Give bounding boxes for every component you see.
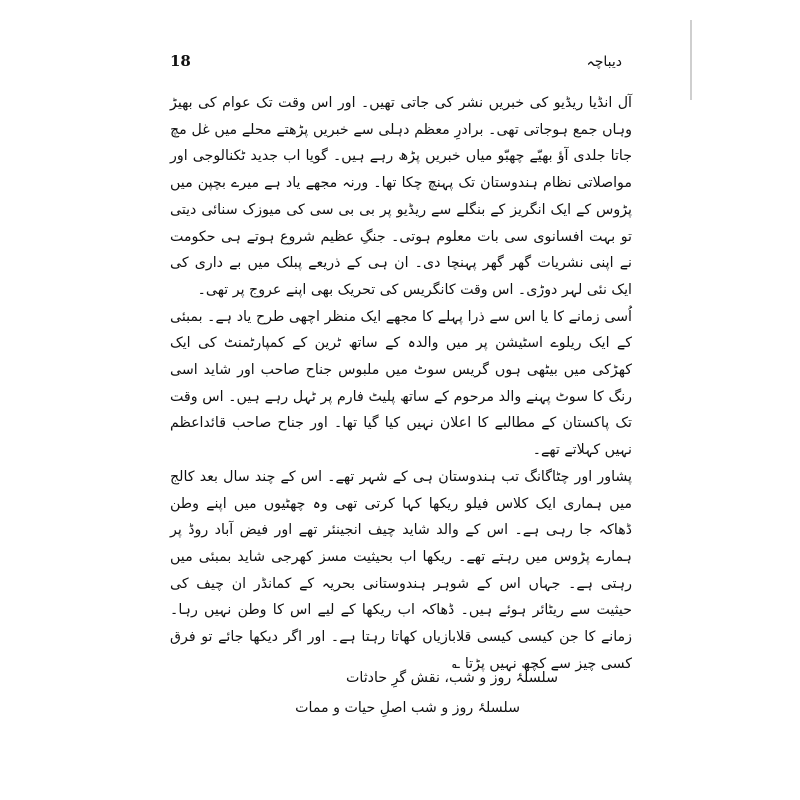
paragraph-2: اُسی زمانے کا یا اس سے ذرا پہلے کا مجھے ایک منظر اچھی طرح یاد ہے۔ بمبئی کے ایک ریلوے اسٹیشن پر میں والدہ کے ساتھ ٹرین کے کمپارٹمنٹ کی ایک کھڑکی میں بیٹھی ہوں گریس سوٹ میں ملبوس جناح صاحب اور شاید اسی رنگ کا سوٹ پہنے والد مرحوم کے ساتھ پلیٹ فارم پر ٹہل رہے ہیں۔ اس وقت تک پاکستان کے مطالبے کا اعلان نہیں کیا گیا تھا۔ اور جناح صاحب قائداعظم نہیں کہلاتے تھے۔ [170,308,632,459]
page-number: 18 [170,52,191,70]
page-edge-shadow [690,20,692,100]
book-page [118,20,680,780]
paragraph-1: آل انڈیا ریڈیو کی خبریں نشر کی جاتی تھیں۔ اور اس وقت تک عوام کی بھیڑ وہاں جمع ہوجاتی تھی۔ برادرِ معظم دہلی سے خبریں پڑھتے محلے میں غل مچ جاتا جلدی آؤ بھیّے چھبّو میاں خبریں پڑھ رہے ہیں۔ گویا اب جدید ٹکنالوجی اور مواصلاتی نظام ہندوستان تک پہنچ چکا تھا۔ ورنہ مجھے یاد ہے میرے بچپن میں پڑوس کے ایک انگریز کے بنگلے سے ریڈیو پر بی بی سی کی میوزک سنائی دیتی تو بہت افسانوی سی بات معلوم ہوتی۔ جنگِ عظیم شروع ہوتے ہی حکومت نے اپنی نشریات گھر گھر پہنچا دی۔ ان ہی کے ذریعے پبلک میں بے داری کی ایک نئی لہر دوڑی۔ اس وقت کانگریس کی تحریک بھی اپنے عروج پر تھی۔ [170,95,632,298]
running-head: دیباچہ [586,54,622,70]
paragraph-3: پشاور اور چٹاگانگ تب ہندوستان ہی کے شہر تھے۔ اس کے چند سال بعد کالج میں ہماری ایک کلاس فیلو ریکھا کہا کرتی تھی وہ چھٹیوں میں اپنے وطن ڈھاکہ جا رہی ہے۔ اس کے والد شاید چیف انجینئر تھے اور فیض آباد روڈ پر ہمارے پڑوس میں رہتے تھے۔ ریکھا اب بحیثیت مسز کھرجی شاید بمبئی میں رہتی ہے۔ جہاں اس کے شوہر ہندوستانی بحریہ کے کمانڈر ان چیف کی حیثیت سے ریٹائر ہوئے ہیں۔ ڈھاکہ اب ریکھا کے لیے اس کا وطن نہیں رہا۔ زمانے کا جن کیسی کیسی قلابازیاں کھاتا رہتا ہے۔ اور اگر دیکھا جائے تو فرق کسی چیز سے کچھ نہیں پڑتا ؎ [170,468,632,672]
verse-line-2: سلسلۂ روز و شب اصلِ حیات و ممات [295,700,520,716]
verse-line-1: سلسلۂ روز و شب، نقش گرِ حادثات [346,670,558,686]
body-text [170,90,632,677]
poetry-couplet [268,663,558,723]
